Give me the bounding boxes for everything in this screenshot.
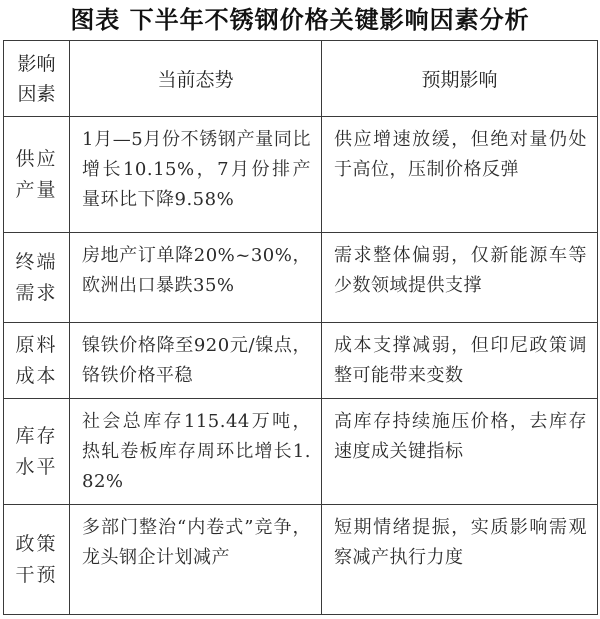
row-current: 多部门整治“内卷式”竞争，龙头钢企计划减产 <box>70 505 322 615</box>
row-factor-line: 库存 <box>15 424 58 447</box>
row-factor <box>4 505 70 615</box>
row-impact: 高库存持续施压价格，去库存速度成关键指标 <box>322 399 598 505</box>
row-factor <box>4 233 70 323</box>
table-row <box>4 117 598 233</box>
row-factor-line: 原料 <box>15 333 58 356</box>
row-factor <box>4 399 70 505</box>
row-current: 社会总库存115.44万吨，热轧卷板库存周环比增长1.82% <box>70 399 322 505</box>
header-row <box>4 41 598 117</box>
row-current: 房地产订单降20%~30%，欧洲出口暴跌35% <box>70 233 322 323</box>
row-factor-line: 供应 <box>15 147 58 170</box>
row-factor <box>4 323 70 399</box>
row-current: 镍铁价格降至920元/镍点，铬铁价格平稳 <box>70 323 322 399</box>
header-factor-line-1: 影响 <box>17 52 56 75</box>
row-factor-line: 政策 <box>15 532 58 555</box>
header-factor <box>4 41 70 117</box>
row-impact: 供应增速放缓，但绝对量仍处于高位，压制价格反弹 <box>322 117 598 233</box>
table-row <box>4 505 598 615</box>
factor-table <box>3 40 598 615</box>
row-factor-line: 产量 <box>15 178 58 201</box>
header-current: 当前态势 <box>70 41 322 117</box>
row-factor-line: 需求 <box>15 281 58 304</box>
table-row <box>4 233 598 323</box>
row-impact: 成本支撑减弱，但印尼政策调整可能带来变数 <box>322 323 598 399</box>
row-factor <box>4 117 70 233</box>
row-impact: 短期情绪提振，实质影响需观察减产执行力度 <box>322 505 598 615</box>
chart-title: 图表 下半年不锈钢价格关键影响因素分析 <box>70 6 530 34</box>
header-factor-line-2: 因素 <box>17 82 56 105</box>
row-impact: 需求整体偏弱，仅新能源车等少数领域提供支撑 <box>322 233 598 323</box>
row-factor-line: 水平 <box>15 455 58 478</box>
row-factor-line: 干预 <box>15 563 58 586</box>
table-row <box>4 323 598 399</box>
row-factor-line: 终端 <box>15 250 58 273</box>
row-current: 1月—5月份不锈钢产量同比增长10.15%，7月份排产量环比下降9.58% <box>70 117 322 233</box>
row-factor-line: 成本 <box>15 364 58 387</box>
table-row <box>4 399 598 505</box>
header-impact: 预期影响 <box>322 41 598 117</box>
